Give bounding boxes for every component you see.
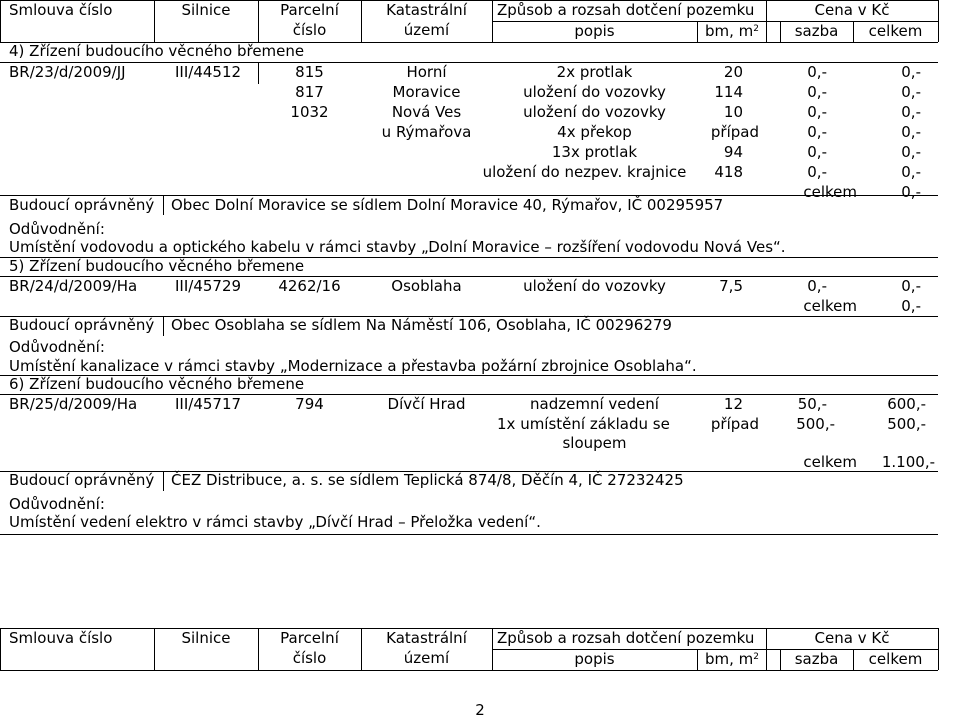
header-cadastral-2: území bbox=[403, 21, 450, 39]
beneficiary-value: ČEZ Distribuce, a. s. se sídlem Teplická 874/8, Děčín 4, IČ 27232425 bbox=[171, 471, 684, 489]
sum-value: 1.100,- bbox=[881, 453, 935, 471]
sum-value: 0,- bbox=[901, 297, 921, 315]
rate-value: 0,- bbox=[807, 277, 827, 295]
header-parcel-1: Parcelní bbox=[280, 629, 339, 647]
scope-quantity: případ bbox=[710, 415, 759, 433]
sum-label: celkem bbox=[803, 183, 857, 201]
justification-label: Odůvodnění: bbox=[9, 495, 105, 513]
parcel-number: 815 bbox=[295, 63, 324, 81]
justification-label: Odůvodnění: bbox=[9, 338, 105, 356]
cadastral-line: Nová Ves bbox=[391, 103, 462, 121]
beneficiary-label: Budoucí oprávněný bbox=[9, 196, 155, 214]
rate-value: 0,- bbox=[807, 63, 827, 81]
header-scope: Způsob a rozsah dotčení pozemku bbox=[497, 629, 755, 647]
header-road: Silnice bbox=[181, 1, 231, 19]
justification-label: Odůvodnění: bbox=[9, 220, 105, 238]
road-number: III/45717 bbox=[175, 395, 242, 413]
total-value: 600,- bbox=[887, 395, 926, 413]
section-title: 5) Zřízení budoucího věcného břemene bbox=[9, 257, 305, 275]
header-parcel-1: Parcelní bbox=[280, 1, 339, 19]
total-value: 0,- bbox=[901, 163, 921, 181]
total-value: 0,- bbox=[901, 123, 921, 141]
scope-quantity: 7,5 bbox=[719, 277, 743, 295]
justification-text: Umístění vedení elektro v rámci stavby „Dívčí Hrad – Přeložka vedení“. bbox=[9, 513, 541, 531]
header-contract: Smlouva číslo bbox=[9, 1, 113, 19]
scope-description: 1x umístění základu se bbox=[497, 415, 670, 433]
beneficiary-label: Budoucí oprávněný bbox=[9, 471, 155, 489]
header-total: celkem bbox=[868, 650, 923, 668]
header-contract: Smlouva číslo bbox=[9, 629, 113, 647]
header-parcel-2: číslo bbox=[292, 21, 327, 39]
parcel-number: 1032 bbox=[290, 103, 329, 121]
rate-value: 50,- bbox=[797, 395, 827, 413]
cadastral-line: Moravice bbox=[392, 83, 461, 101]
sum-label: celkem bbox=[803, 453, 857, 471]
cadastral-line: Osoblaha bbox=[391, 277, 462, 295]
parcel-number: 4262/16 bbox=[278, 277, 341, 295]
scope-description: uložení do vozovky bbox=[523, 83, 666, 101]
section-title: 4) Zřízení budoucího věcného břemene bbox=[9, 42, 305, 60]
total-value: 0,- bbox=[901, 277, 921, 295]
header-scope: Způsob a rozsah dotčení pozemku bbox=[497, 1, 755, 19]
scope-quantity: 20 bbox=[723, 63, 743, 81]
header-road: Silnice bbox=[181, 629, 231, 647]
header-cadastral-1: Katastrální bbox=[386, 629, 467, 647]
rate-value: 0,- bbox=[807, 103, 827, 121]
justification-text: Umístění kanalizace v rámci stavby „Modernizace a přestavba požární zbrojnice Osoblaha“. bbox=[9, 357, 697, 375]
scope-description: 2x protlak bbox=[556, 63, 633, 81]
scope-quantity: 94 bbox=[723, 143, 743, 161]
header-description: popis bbox=[574, 650, 615, 668]
contract-number: BR/24/d/2009/Ha bbox=[9, 277, 138, 295]
rate-value: 500,- bbox=[796, 415, 835, 433]
header-cadastral-1: Katastrální bbox=[386, 1, 467, 19]
rate-value: 0,- bbox=[807, 143, 827, 161]
beneficiary-label: Budoucí oprávněný bbox=[9, 316, 155, 334]
justification-text: Umístění vodovodu a optického kabelu v rámci stavby „Dolní Moravice – rozšíření vodovodu Nová Ves“. bbox=[9, 238, 786, 256]
parcel-number: 817 bbox=[295, 83, 324, 101]
scope-description: nadzemní vedení bbox=[530, 395, 659, 413]
sum-label: celkem bbox=[803, 297, 857, 315]
header-unit: bm, $m^2$ bbox=[704, 650, 759, 668]
scope-description: 13x protlak bbox=[551, 143, 638, 161]
scope-description: 4x překop bbox=[557, 123, 632, 141]
scope-quantity: 12 bbox=[723, 395, 743, 413]
header-unit: bm, $m^2$ bbox=[704, 22, 759, 40]
contract-number: BR/25/d/2009/Ha bbox=[9, 395, 138, 413]
cadastral-line: Horní bbox=[406, 63, 447, 81]
road-number: III/45729 bbox=[175, 277, 242, 295]
total-value: 0,- bbox=[901, 143, 921, 161]
scope-description: uložení do vozovky bbox=[523, 277, 666, 295]
rate-value: 0,- bbox=[807, 123, 827, 141]
cadastral-line: Dívčí Hrad bbox=[387, 395, 466, 413]
contract-number: BR/23/d/2009/JJ bbox=[9, 63, 126, 81]
total-value: 500,- bbox=[887, 415, 926, 433]
parcel-number: 794 bbox=[295, 395, 324, 413]
scope-quantity: 114 bbox=[714, 83, 743, 101]
cadastral-line: u Rýmařova bbox=[381, 123, 472, 141]
beneficiary-value: Obec Dolní Moravice se sídlem Dolní Moravice 40, Rýmařov, IČ 00295957 bbox=[171, 196, 724, 214]
scope-quantity: 418 bbox=[714, 163, 743, 181]
header-total: celkem bbox=[868, 22, 923, 40]
scope-quantity: 10 bbox=[723, 103, 743, 121]
header-parcel-2: číslo bbox=[292, 649, 327, 667]
beneficiary-value: Obec Osoblaha se sídlem Na Náměstí 106, Osoblaha, IČ 00296279 bbox=[171, 316, 672, 334]
header-price: Cena v Kč bbox=[814, 629, 890, 647]
scope-description-continued: sloupem bbox=[562, 434, 627, 452]
total-value: 0,- bbox=[901, 83, 921, 101]
header-rate: sazba bbox=[794, 22, 839, 40]
scope-quantity: případ bbox=[710, 123, 759, 141]
header-description: popis bbox=[574, 22, 615, 40]
scope-description: uložení do vozovky bbox=[523, 103, 666, 121]
road-number: III/44512 bbox=[175, 63, 242, 81]
section-title: 6) Zřízení budoucího věcného břemene bbox=[9, 375, 305, 393]
header-cadastral-2: území bbox=[403, 649, 450, 667]
header-price: Cena v Kč bbox=[814, 1, 890, 19]
total-value: 0,- bbox=[901, 103, 921, 121]
sum-value: 0,- bbox=[901, 183, 921, 201]
total-value: 0,- bbox=[901, 63, 921, 81]
header-rate: sazba bbox=[794, 650, 839, 668]
rate-value: 0,- bbox=[807, 163, 827, 181]
rate-value: 0,- bbox=[807, 83, 827, 101]
scope-description: uložení do nezpev. krajnice bbox=[482, 163, 687, 181]
page-number: 2 bbox=[475, 701, 485, 719]
